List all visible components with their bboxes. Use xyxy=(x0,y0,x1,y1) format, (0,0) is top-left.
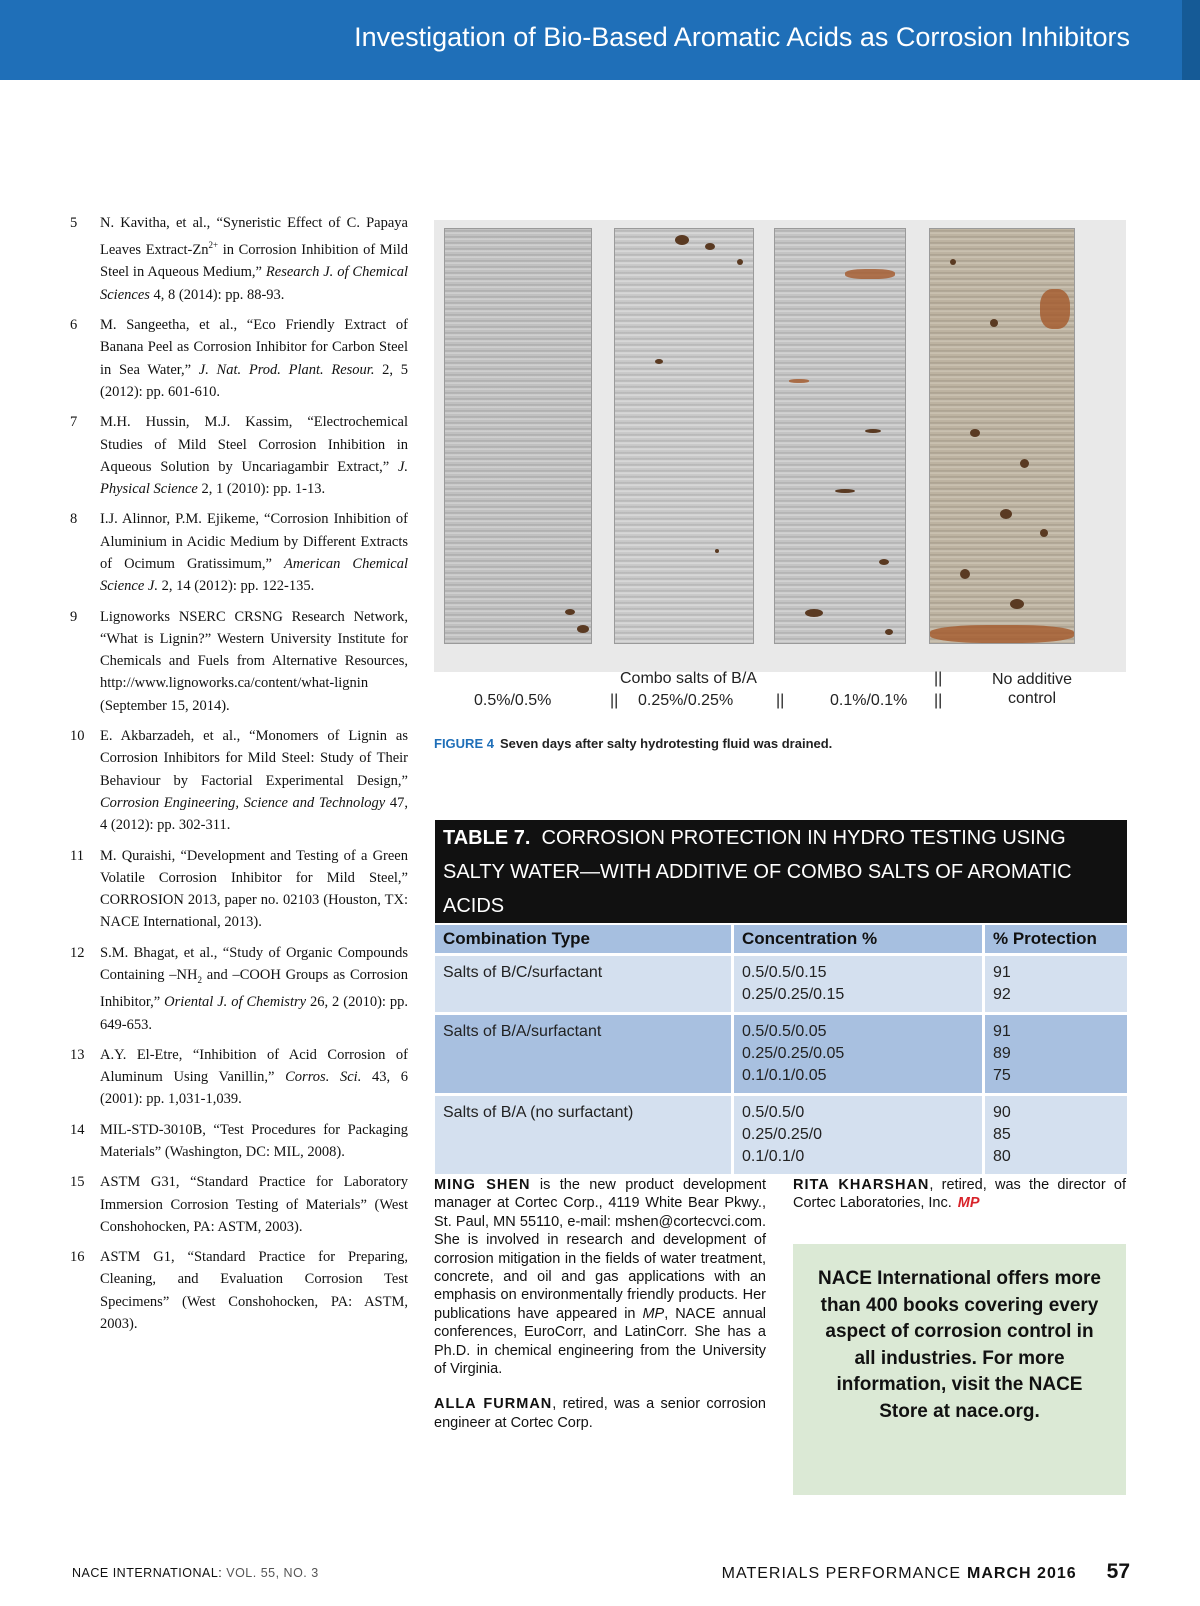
page-number: 57 xyxy=(1106,1560,1130,1583)
author-bios-col1 xyxy=(434,1176,766,1449)
reference-item xyxy=(70,725,408,836)
reference-text: Lignoworks NSERC CRSNG Research Network, “What is Lignin?” Western University Institute for Chemicals and Fuels from Alternative Resources, http://www.lignoworks.ca/content/what-lignin (September 15, 2014). xyxy=(100,608,408,714)
reference-text: MIL-STD-3010B, “Test Procedures for Packaging Materials” (Washington, DC: MIL, 2008). xyxy=(100,1121,408,1160)
reference-item xyxy=(70,212,408,306)
references-list xyxy=(70,212,408,1343)
protection-value: 85 xyxy=(993,1126,1011,1143)
reference-item xyxy=(70,1119,408,1164)
protection-cell xyxy=(985,1012,1127,1093)
panel-label-2: 0.25%/0.25% xyxy=(638,692,734,709)
protection-value: 80 xyxy=(993,1148,1011,1165)
panel-label-1: 0.5%/0.5% xyxy=(474,692,552,709)
reference-number: 7 xyxy=(70,414,78,431)
reference-number: 16 xyxy=(70,1249,85,1266)
footer-magazine: MATERIALS PERFORMANCE xyxy=(721,1565,962,1582)
reference-item xyxy=(70,606,408,717)
figure-caption-text: Seven days after salty hydrotesting fluid was drained. xyxy=(499,736,833,751)
protection-value: 90 xyxy=(993,1104,1011,1121)
protection-cell xyxy=(985,953,1127,1012)
promo-text: NACE International offers more than 400 books covering every aspect of corrosion control in all industries. For more information, visit the NACE Store at nace.org. xyxy=(818,1268,1101,1422)
figure-labels xyxy=(434,670,1126,720)
reference-item xyxy=(70,411,408,500)
control-label: No additive control xyxy=(991,671,1073,707)
figure-caption xyxy=(434,736,832,751)
reference-text: M.H. Hussin, M.J. Kassim, “Electrochemical Studies of Mild Steel Corrosion Inhibition in Aqueous Solution by Uncariagambir Extract,” J. Physical Science 2, 1 (2010): pp. 1-13. xyxy=(100,414,408,498)
combination-type-cell: Salts of B/A/surfactant xyxy=(435,1012,734,1093)
column-header: Concentration % xyxy=(734,923,985,953)
concentration-value: 0.25/0.25/0 xyxy=(742,1126,823,1143)
bio-furman: ALLA FURMAN, retired, was a senior corrosion engineer at Cortec Corp. xyxy=(434,1396,766,1431)
reference-item xyxy=(70,1171,408,1238)
steel-panel-2 xyxy=(614,228,754,644)
concentration-value: 0.1/0.1/0.05 xyxy=(742,1067,827,1084)
reference-text: ASTM G1, “Standard Practice for Preparing, Cleaning, and Evaluation Corrosion Test Specimens” (West Conshohocken, PA: ASTM, 2003). xyxy=(100,1249,408,1333)
footer-volume: VOL. 55, NO. 3 xyxy=(226,1566,319,1580)
reference-text: S.M. Bhagat, et al., “Study of Organic Compounds Containing $-NH_2$ and –COOH Groups as Corrosion Inhibitor,” Oriental J. of Chemistry 26, 2 (2010): pp. 649-653. xyxy=(100,944,409,1033)
concentration-value: 0.5/0.5/0 xyxy=(742,1104,805,1121)
table-title-text: CORROSION PROTECTION IN HYDRO TESTING USING SALTY WATER—WITH ADDITIVE OF COMBO SALTS OF AROMATIC ACIDS xyxy=(443,827,1072,917)
separator: || xyxy=(610,692,619,709)
reference-number: 10 xyxy=(70,728,85,745)
column-header: % Protection xyxy=(985,923,1127,953)
reference-text: E. Akbarzadeh, et al., “Monomers of Lignin as Corrosion Inhibitors for Mild Steel: Study of Their Behaviour by Factorial Experimental Design,” Corrosion Engineering, Science and Technology 47, 4 (2012): pp. 302-311. xyxy=(100,728,408,834)
reference-number: 15 xyxy=(70,1174,85,1191)
reference-number: 12 xyxy=(70,944,85,961)
author-bios-col2 xyxy=(793,1176,1126,1230)
table-7 xyxy=(435,820,1127,1174)
steel-panel-1 xyxy=(444,228,592,644)
page-header xyxy=(0,0,1200,80)
author-name: RITA KHARSHAN xyxy=(793,1177,930,1193)
reference-item xyxy=(70,1246,408,1335)
table-label: TABLE 7. xyxy=(443,827,531,849)
reference-text: M. Quraishi, “Development and Testing of a Green Volatile Corrosion Inhibitor for Mild Steel,” CORROSION 2013, paper no. 02103 (Houston, TX: NACE International, 2013). xyxy=(100,847,408,931)
bio-kharshan: RITA KHARSHAN, retired, was the director of Cortec Laboratories, Inc. MP xyxy=(793,1177,1127,1212)
reference-number: 11 xyxy=(70,847,84,864)
separator: || xyxy=(934,670,943,687)
concentration-value: 0.5/0.5/0.15 xyxy=(742,964,827,981)
table-header-row xyxy=(435,923,1127,953)
group-label: Combo salts of B/A xyxy=(620,670,757,687)
mp-logo: MP xyxy=(957,1195,980,1212)
reference-text: ASTM G31, “Standard Practice for Laboratory Immersion Corrosion Testing of Materials” (West Conshohocken, PA: ASTM, 2003). xyxy=(100,1174,408,1235)
reference-text: M. Sangeetha, et al., “Eco Friendly Extract of Banana Peel as Corrosion Inhibitor for Carbon Steel in Sea Water,” J. Nat. Prod. Plant. Resour. 2, 5 (2012): pp. 601-610. xyxy=(100,317,408,400)
steel-panel-3 xyxy=(774,228,906,644)
concentration-cell xyxy=(734,953,985,1012)
concentration-value: 0.25/0.25/0.05 xyxy=(742,1045,845,1062)
figure-caption-label: FIGURE 4 xyxy=(434,736,494,751)
header-edge xyxy=(1182,0,1200,80)
reference-number: 8 xyxy=(70,511,78,528)
figure-photo xyxy=(434,220,1126,672)
concentration-cell xyxy=(734,1093,985,1174)
footer-org: NACE INTERNATIONAL: xyxy=(72,1566,223,1580)
protection-value: 89 xyxy=(993,1045,1011,1062)
protection-value: 75 xyxy=(993,1067,1011,1084)
data-table xyxy=(435,923,1127,1174)
reference-text: N. Kavitha, et al., “Syneristic Effect of C. Papaya Leaves Extract-$Zn^{2+}$ in Corrosion Inhibition of Mild Steel in Aqueous Medium,” Research J. of Chemical Sciences 4, 8 (2014): pp. 88-93. xyxy=(100,215,409,303)
table-row xyxy=(435,1012,1127,1093)
protection-cell xyxy=(985,1093,1127,1174)
concentration-value: 0.5/0.5/0.05 xyxy=(742,1023,827,1040)
column-header: Combination Type xyxy=(435,923,734,953)
reference-item xyxy=(70,942,408,1036)
reference-item xyxy=(70,508,408,597)
footer-right xyxy=(722,1560,1130,1584)
table-row xyxy=(435,1093,1127,1174)
table-row xyxy=(435,953,1127,1012)
protection-value: 92 xyxy=(993,986,1011,1003)
author-name: MING SHEN xyxy=(434,1177,531,1193)
concentration-value: 0.1/0.1/0 xyxy=(742,1148,805,1165)
protection-value: 91 xyxy=(993,964,1011,981)
separator: || xyxy=(776,692,785,709)
footer-date: MARCH 2016 xyxy=(967,1565,1077,1582)
reference-number: 13 xyxy=(70,1046,85,1063)
reference-item xyxy=(70,314,408,403)
footer-left xyxy=(72,1566,319,1580)
combination-type-cell: Salts of B/A (no surfactant) xyxy=(435,1093,734,1174)
concentration-cell xyxy=(734,1012,985,1093)
author-name: ALLA FURMAN xyxy=(434,1396,553,1413)
steel-panel-control xyxy=(929,228,1075,644)
reference-item xyxy=(70,1044,408,1111)
reference-number: 14 xyxy=(70,1121,85,1138)
concentration-value: 0.25/0.25/0.15 xyxy=(742,986,845,1003)
reference-item xyxy=(70,845,408,934)
protection-value: 91 xyxy=(993,1023,1011,1040)
panel-label-3: 0.1%/0.1% xyxy=(830,692,908,709)
bio-shen: MING SHEN is the new product development manager at Cortec Corp., 4119 White Bear Pkwy., St. Paul, MN 55110, e-mail: mshen@cortecvci.com. She is involved in research and development of corrosion mitigation in the fields of water treatment, concrete, and oil and gas applications with an emphasis on environmentally friendly products. Her publications have appeared in MP, NACE annual conferences, EuroCorr, and LatinCorr. She has a Ph.D. in chemical engineering from the University of Virginia. xyxy=(434,1177,766,1378)
header-title: Investigation of Bio-Based Aromatic Acids as Corrosion Inhibitors xyxy=(354,22,1130,52)
reference-number: 6 xyxy=(70,317,78,334)
combination-type-cell: Salts of B/C/surfactant xyxy=(435,953,734,1012)
reference-number: 9 xyxy=(70,608,78,625)
reference-number: 5 xyxy=(70,215,78,231)
nace-store-promo xyxy=(793,1244,1126,1495)
table-title xyxy=(435,820,1127,923)
reference-text: I.J. Alinnor, P.M. Ejikeme, “Corrosion Inhibition of Aluminium in Acidic Medium by Different Extracts of Ocimum Gratissimum,” American Chemical Science J. 2, 14 (2012): pp. 122-135. xyxy=(100,511,408,595)
separator: || xyxy=(934,692,943,709)
reference-text: A.Y. El-Etre, “Inhibition of Acid Corrosion of Aluminum Using Vanillin,” Corros. Sci. 43, 6 (2001): pp. 1,031-1,039. xyxy=(100,1046,408,1108)
